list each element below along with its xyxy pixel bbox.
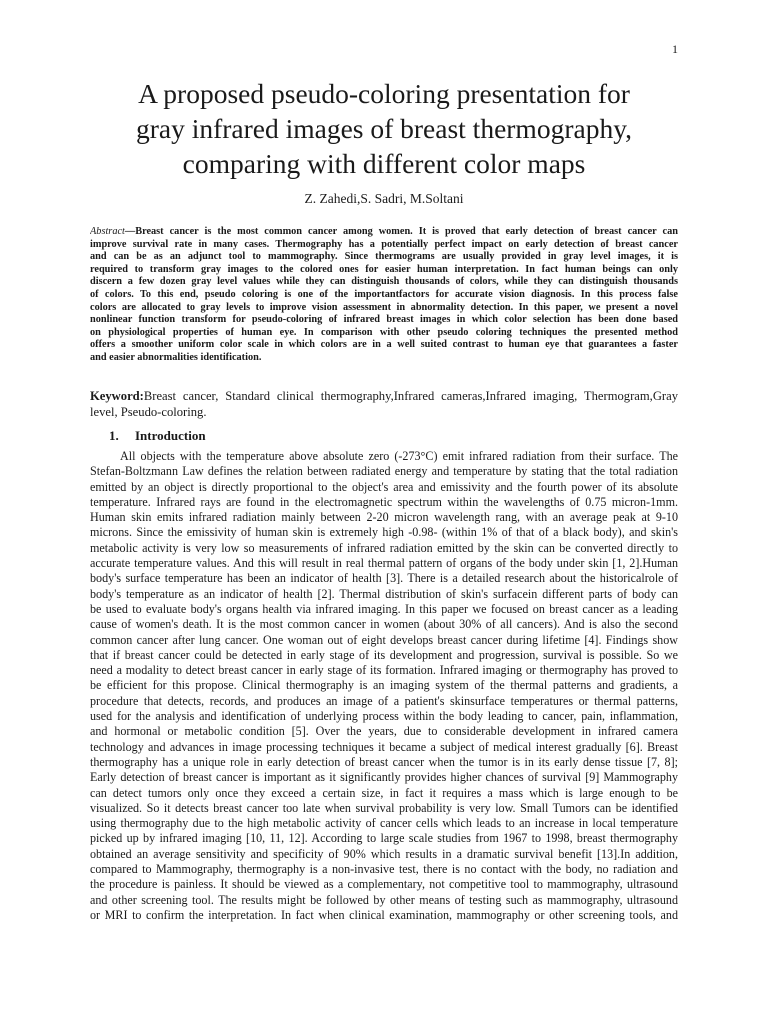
body-line: Early detection of breast cancer is important as it significantly provides higher chances of survival [9] Mammography [90, 770, 678, 785]
keywords-line: level, Pseudo-coloring. [90, 404, 207, 419]
body-line: procedure that detects, records, and produces an image of a patient's skinsurface temperatures or thermal patterns, [90, 693, 678, 708]
abstract-line: and can be as an adjunct tool to mammography. Since thermograms are usually provided in gray level images, it is [90, 251, 678, 263]
title-line: comparing with different color maps [182, 148, 586, 179]
body-line: body's temperature as an indicator of health [2]. Thermal distribution of skin's surfacein different parts of body can [90, 586, 678, 601]
body-line: accurate temperature values. And this will result in real thermal pattern of organs of the body under skin [1, 2].Human [90, 556, 678, 571]
body-line: microns. Since the emissivity of human skin is extremely high -0.98- (within 1% of that of a black body), and skin's [90, 525, 678, 540]
abstract-line: improve survival rate in many cases. Thermography has a potentially perfect impact on early detection of breast cancer [90, 238, 678, 250]
body-line: that if breast cancer could be detected in early stage of its development and progression, survival is possible. So we [90, 647, 678, 662]
abstract-line [90, 226, 678, 239]
body-line: emitted by an object is directly proportional to the object's area and emissivity and the fourth power of its absolute [90, 479, 678, 494]
section-number: 1. [109, 428, 119, 443]
abstract-line: of colors. To this end, pseudo coloring is one of the importantfactors for accurate vision diagnosis. In this process false [90, 288, 678, 300]
keywords-label: Keyword: [90, 389, 144, 403]
body-line: cause of women's death. It is the most common cancer in women (about 30% of all cancers). And is also the second [90, 617, 678, 632]
body-line: and other screening tool. The results might be followed by other means of testing such as mammography, ultrasound [90, 892, 678, 907]
title-line: gray infrared images of breast thermography, [135, 113, 633, 144]
body-line: common cancer after lung cancer. One woman out of eight develops breast cancer during lifetime [4]. Findings show [90, 632, 678, 647]
abstract-dash: — [124, 226, 136, 237]
body-line: used for the analysis and identification of underlying process within the body leading to cancer, pain, inflammation, [90, 709, 678, 724]
body-line: technology and advances in image processing techniques it became a subject of medical interest gradually [6]. Breast [90, 739, 678, 754]
keywords-line [90, 389, 678, 405]
body-line: body's surface temperature has been an indicator of health [3]. There is a detailed research about the historicalrole of [90, 571, 678, 586]
body-line: or MRI to confirm the interpretation. In fact when clinical examination, mammography or other screening tools, and [90, 907, 678, 922]
body-line: All objects with the temperature above absolute zero (-273°C) emit infrared radiation from their surface. The [120, 449, 678, 463]
body-line: compared to Mammography, thermography is a non-invasive test, there is no contact with the body, no radiation and [90, 862, 678, 877]
section-title: Introduction [135, 428, 206, 443]
body-line: thermography has a unique role in early detection of breast cancer when the tumor is in its early dense tissue [7, 8]; [90, 754, 678, 769]
paper-title [60, 76, 708, 181]
body-line: picked up by infrared imaging [10, 11, 12]. According to large scale studies from 1967 to 1998, breast thermography [90, 831, 678, 846]
body-line: and hormonal or metabolic condition [5]. Over the years, due to considerable development in infrared camera [90, 724, 678, 739]
body-line: the procedure is painless. It should be viewed as a complementary, not competitive tool to mammography, ultrasound [90, 877, 678, 892]
abstract-label: Abstract [90, 226, 125, 237]
body-line: Human skin emits infrared radiation mainly between 2-20 micron wavelength rang, with an average peak at 9-10 [90, 510, 678, 525]
abstract-line: discern a few dozen gray level values while they can distinguish thousands of colors, while they can distinguish thousands [90, 276, 678, 288]
body-line: be used to evaluate body's organs health via infrared imaging. In this paper we focused on breast cancer as a leading [90, 601, 678, 616]
body-line: metabolic activity is very low so measurements of infrared radiation emitted by the skin can be converted directly to [90, 540, 678, 555]
keywords [90, 389, 678, 420]
abstract-line: nonlinear function transform for pseudo-coloring of infrared breast images in which color selection has been done based [90, 314, 678, 326]
abstract-text: Breast cancer is the most common cancer among women. It is proved that early detection of breast cancer can [135, 226, 678, 237]
abstract-line: offers a smoother uniform color scale in which colors are in a well suited contrast to human eye that guarantees a faster [90, 339, 678, 351]
body-line: need a modality to detect breast cancer in early stage of its formation. Infrared imaging or thermography has proved to [90, 663, 678, 678]
abstract-line: and easier abnormalities identification. [90, 351, 262, 363]
abstract-line: on physiological properties of human eye. In comparison with other pseudo coloring techniques the presented method [90, 326, 678, 338]
title-line: A proposed pseudo-coloring presentation for [138, 78, 630, 109]
abstract-line: colors are allocated to gray levels to improve vision assessment in abnormality detection. In this paper, we present a novel [90, 301, 678, 313]
body-line: temperature. Infrared rays are found in the electromagnetic spectrum within the wavelengths of 0.75 micron-1mm. [90, 494, 678, 509]
page-number: 1 [672, 42, 678, 56]
body-line: Stefan-Boltzmann Law defines the relation between radiated energy and temperature by stating that the total radiation [90, 464, 678, 479]
abstract [90, 226, 678, 365]
body-line: be efficient for this propose. Clinical thermography is an imaging system of the thermal patterns and gradients, a [90, 678, 678, 693]
body-line: using thermography due to the high metabolic activity of cancer cells which leads to an increase in local temperature [90, 816, 678, 831]
keywords-text: Breast cancer, Standard clinical thermography,Infrared cameras,Infrared imaging, Thermogram,Gray [143, 389, 678, 403]
body-text [90, 449, 678, 923]
authors: Z. Zahedi,S. Sadri, M.Soltani [304, 191, 464, 206]
section-heading [109, 428, 206, 444]
abstract-line: required to transform gray images to the colored ones for easier human interpretation. In fact human beings can only [90, 263, 678, 275]
body-line: obtained an average sensitivity and specificity of 90% which results in a dramatic survival benefit [13].In addition, [90, 846, 678, 861]
body-line: can detect tumors only once they exceed a certain size, in fact it requires a mass which is large enough to be [90, 785, 678, 800]
body-line: visualized. So it detects breast cancer too late when survival probability is very low. Small Tumors can be identified [90, 800, 678, 815]
